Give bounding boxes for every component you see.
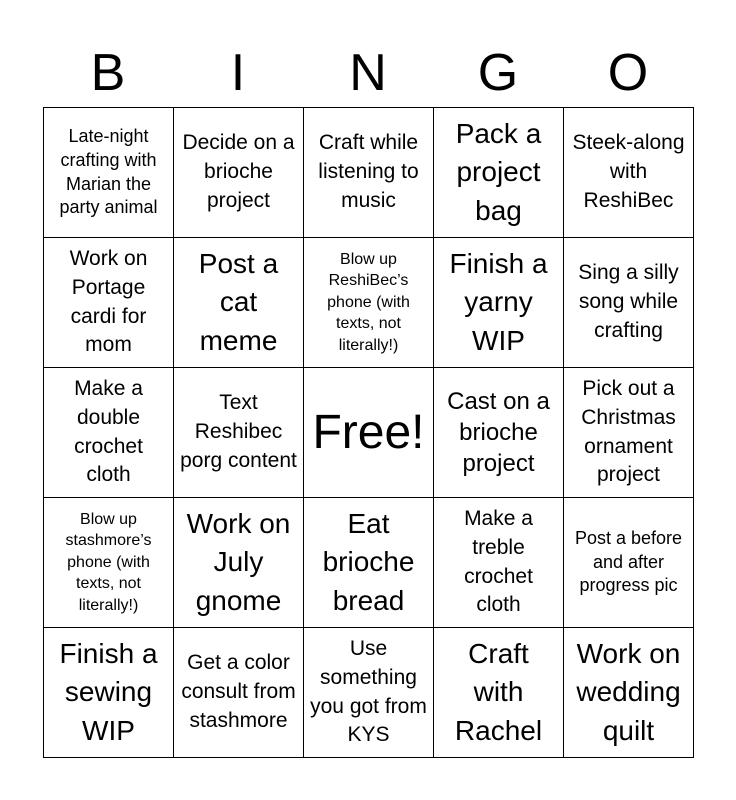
bingo-cell[interactable]: Steek-along with ReshiBec [564,108,694,238]
header-letter-i: I [230,44,246,102]
bingo-cell[interactable]: Finish a sewing WIP [44,628,174,758]
bingo-cell[interactable]: Text Reshibec porg content [174,368,304,498]
bingo-cell[interactable]: Make a double crochet cloth [44,368,174,498]
free-space-cell[interactable]: Free! [304,368,434,498]
bingo-cell[interactable]: Make a treble crochet cloth [434,498,564,628]
bingo-cell[interactable]: Work on Portage cardi for mom [44,238,174,368]
bingo-cell[interactable]: Decide on a brioche project [174,108,304,238]
bingo-cell[interactable]: Get a color consult from stashmore [174,628,304,758]
bingo-cell[interactable]: Sing a silly song while crafting [564,238,694,368]
header-letter-o: O [607,44,649,102]
bingo-cell[interactable]: Cast on a brioche project [434,368,564,498]
bingo-cell[interactable]: Craft with Rachel [434,628,564,758]
header-letter-g: G [477,44,519,102]
header-letter-n: N [349,44,387,102]
bingo-cell[interactable]: Blow up stashmore’s phone (with texts, not literally!) [44,498,174,628]
bingo-cell[interactable]: Eat brioche bread [304,498,434,628]
bingo-cell[interactable]: Use something you got from KYS [304,628,434,758]
bingo-cell[interactable]: Craft while listening to music [304,108,434,238]
bingo-cell[interactable]: Post a cat meme [174,238,304,368]
bingo-cell[interactable]: Post a before and after progress pic [564,498,694,628]
bingo-header [43,38,693,108]
bingo-card-grid [43,107,694,758]
bingo-cell[interactable]: Finish a yarny WIP [434,238,564,368]
bingo-cell[interactable]: Late-night crafting with Marian the party animal [44,108,174,238]
bingo-cell[interactable]: Work on wedding quilt [564,628,694,758]
bingo-cell[interactable]: Pick out a Christmas ornament project [564,368,694,498]
bingo-cell[interactable]: Blow up ReshiBec’s phone (with texts, not literally!) [304,238,434,368]
bingo-cell[interactable]: Work on July gnome [174,498,304,628]
bingo-cell[interactable]: Pack a project bag [434,108,564,238]
header-letter-b: B [90,44,126,102]
